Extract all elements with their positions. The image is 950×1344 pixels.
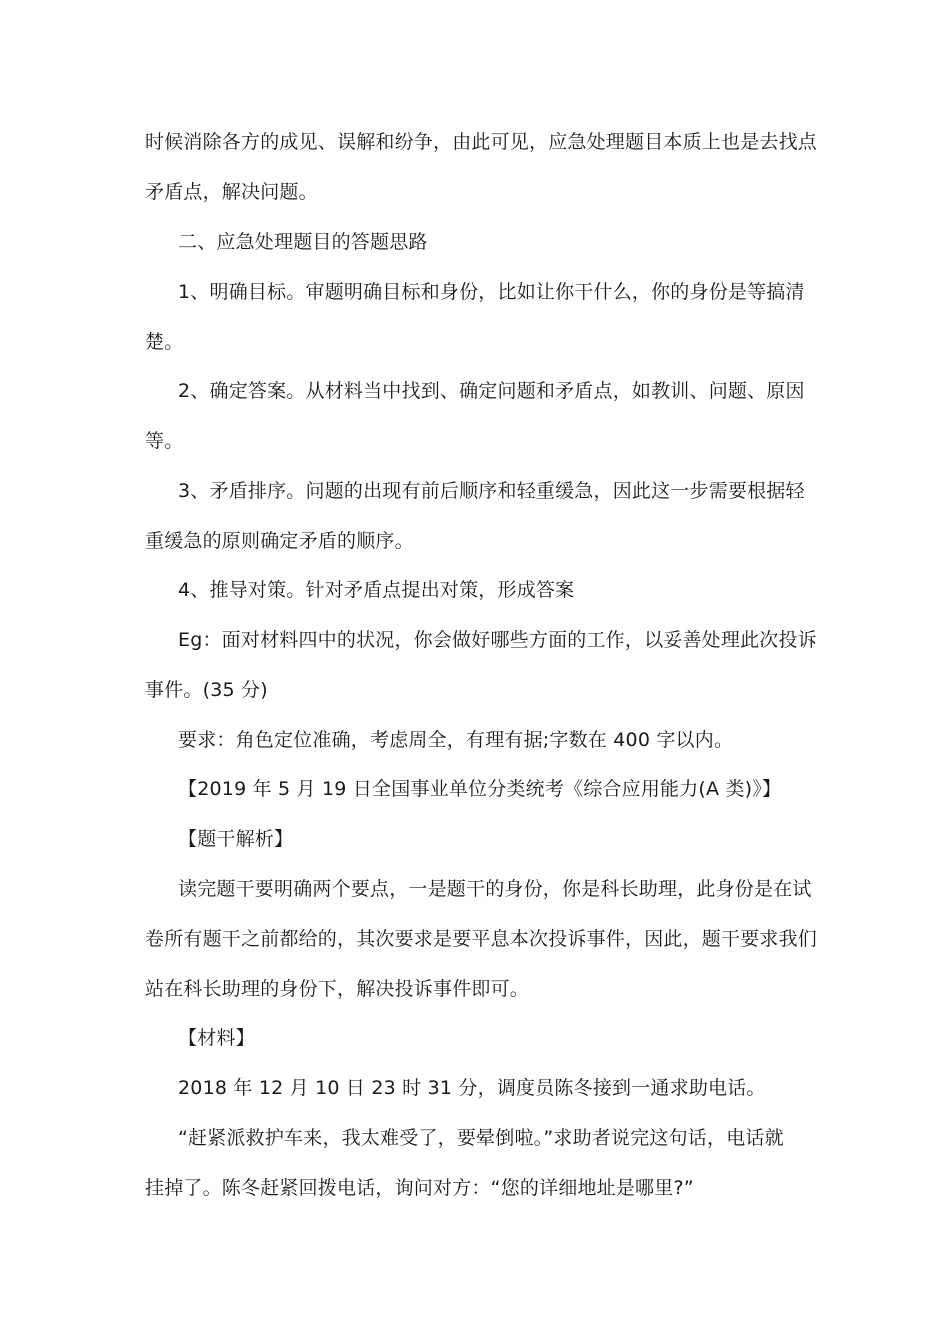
paragraph-line: 4、推导对策。针对矛盾点提出对策，形成答案 (178, 579, 575, 601)
paragraph-line: 重缓急的原则确定矛盾的顺序。 (145, 530, 414, 552)
section-heading: 二、应急处理题目的答题思路 (178, 231, 428, 253)
paragraph-line: “赶紧派救护车来，我太难受了，要晕倒啦。”求助者说完这句话，电话就 (178, 1127, 784, 1149)
paragraph-line: 楚。 (145, 331, 184, 353)
paragraph-line: 事件。(35 分) (145, 679, 268, 701)
paragraph-line: 3、矛盾排序。问题的出现有前后顺序和轻重缓急，因此这一步需要根据轻 (178, 480, 805, 502)
paragraph-line: 挂掉了。陈冬赶紧回拨电话，询问对方：“您的详细地址是哪里?” (145, 1177, 694, 1199)
paragraph-line: 2018 年 12 月 10 日 23 时 31 分，调度员陈冬接到一通求助电话。 (178, 1077, 766, 1099)
paragraph-line: Eg：面对材料四中的状况，你会做好哪些方面的工作，以妥善处理此次投诉 (178, 629, 817, 651)
paragraph-line: 等。 (145, 430, 184, 452)
subheading: 【题干解析】 (178, 828, 294, 850)
paragraph-line: 站在科长助理的身份下，解决投诉事件即可。 (145, 978, 530, 1000)
paragraph-line: 读完题干要明确两个要点，一是题干的身份，你是科长助理，此身份是在试 (178, 878, 812, 900)
exam-source-line: 【2019 年 5 月 19 日全国事业单位分类统考《综合应用能力(A 类)》】 (178, 778, 782, 800)
paragraph-line: 要求：角色定位准确，考虑周全，有理有据;字数在 400 字以内。 (178, 729, 734, 751)
paragraph-line: 2、确定答案。从材料当中找到、确定问题和矛盾点，如教训、问题、原因 (178, 380, 805, 402)
paragraph-line: 卷所有题干之前都给的，其次要求是要平息本次投诉事件，因此，题干要求我们 (145, 928, 818, 950)
paragraph-line: 1、明确目标。审题明确目标和身份，比如让你干什么，你的身份是等搞清 (178, 281, 805, 303)
paragraph-line: 矛盾点，解决问题。 (145, 181, 318, 203)
paragraph-line: 时候消除各方的成见、误解和纷争，由此可见，应急处理题目本质上也是去找点 (145, 131, 818, 153)
subheading: 【材料】 (178, 1027, 255, 1049)
